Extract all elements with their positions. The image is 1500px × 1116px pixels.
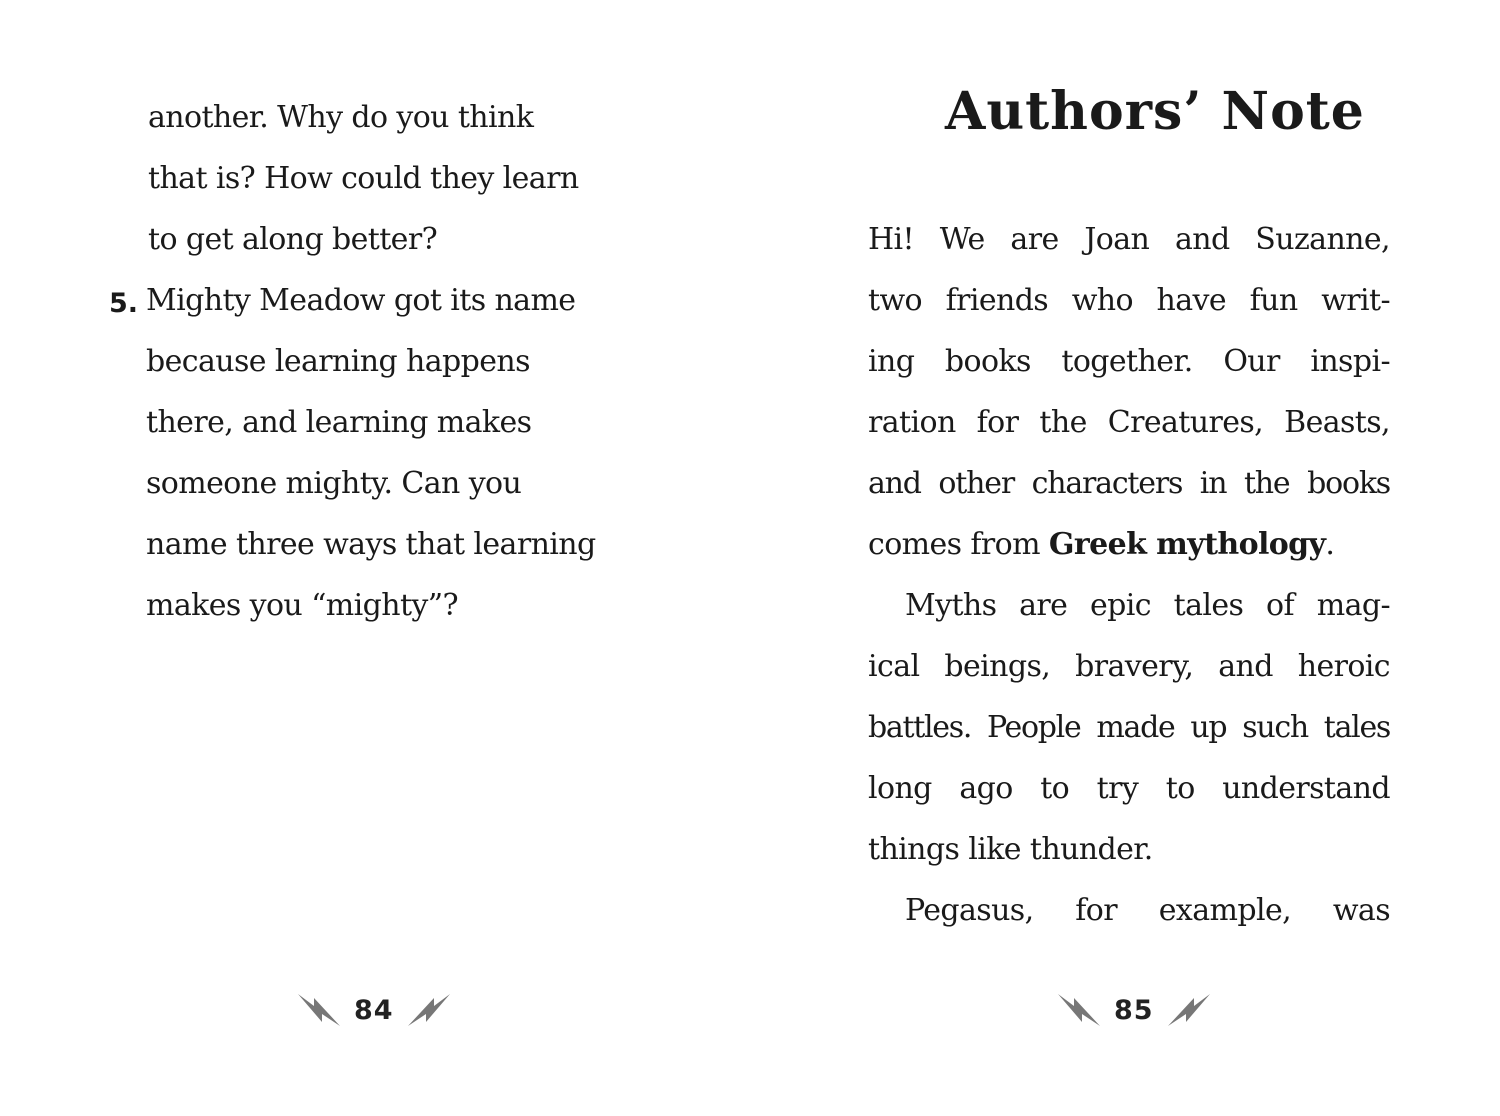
text-line: because learning happens (146, 344, 530, 379)
lightning-bolt-icon (1058, 992, 1102, 1028)
lightning-bolt-icon (1166, 992, 1210, 1028)
text-line: two friends who have fun writ- (868, 283, 1390, 318)
text-line: makes you “mighty”? (146, 588, 458, 623)
text-run: . (1325, 527, 1335, 562)
page-number: 84 (354, 994, 394, 1026)
text-line: that is? How could they learn (148, 161, 579, 196)
text-line (868, 525, 1334, 565)
text-line: name three ways that learning (146, 527, 596, 562)
text-line: another. Why do you think (148, 100, 534, 135)
right-page (750, 0, 1500, 1116)
text-line: Myths are epic tales of mag- (905, 588, 1390, 623)
text-line: Hi! We are Joan and Suzanne, (868, 222, 1390, 257)
text-line: ing books together. Our inspi- (868, 344, 1390, 379)
page-number: 85 (1114, 994, 1154, 1026)
lightning-bolt-icon (298, 992, 342, 1028)
text-line: ration for the Creatures, Beasts, (868, 405, 1390, 440)
bold-term: Greek mythology (1048, 527, 1326, 562)
text-line: someone mighty. Can you (146, 466, 522, 501)
text-line: things like thunder. (868, 832, 1153, 867)
lightning-bolt-icon (406, 992, 450, 1028)
chapter-heading: Authors’ Note (945, 81, 1365, 142)
list-item-number: 5. (109, 288, 139, 319)
text-line: to get along better? (148, 222, 438, 257)
text-line: there, and learning makes (146, 405, 532, 440)
text-line: ical beings, bravery, and heroic (868, 649, 1390, 684)
text-line: Pegasus, for example, was (905, 893, 1390, 928)
text-line: Mighty Meadow got its name (146, 283, 576, 318)
page-folio (1058, 990, 1210, 1030)
text-line: and other characters in the books (868, 466, 1390, 501)
text-line: battles. People made up such tales (868, 710, 1390, 745)
text-line: long ago to try to understand (868, 771, 1390, 806)
text-run: comes from (868, 527, 1049, 562)
page-folio (298, 990, 450, 1030)
